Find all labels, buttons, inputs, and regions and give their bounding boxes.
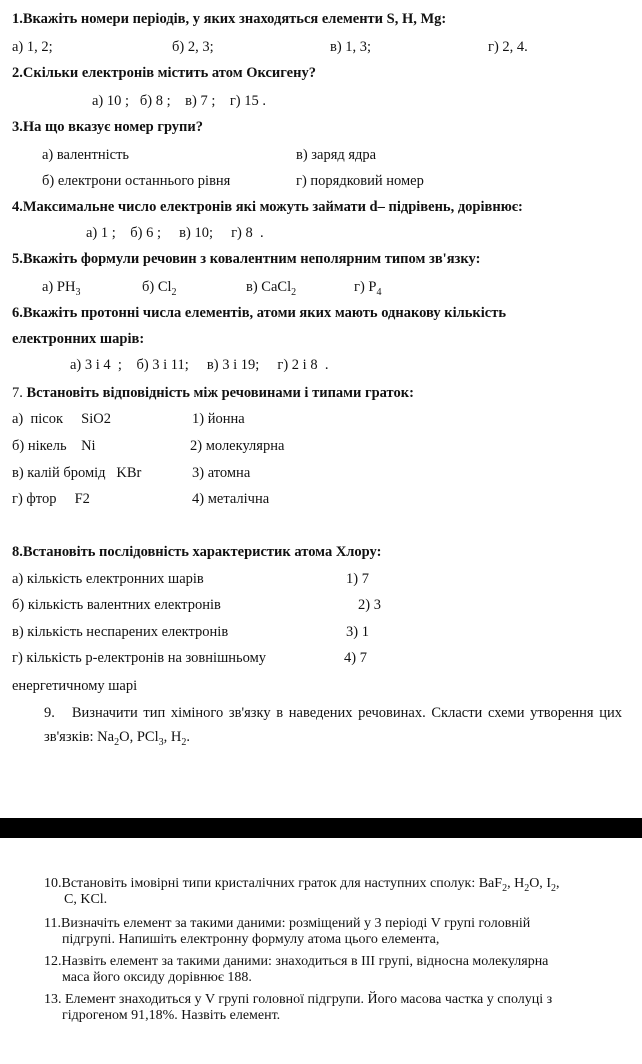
question-10: 10.Встановіть імовірні типи кристалічних граток для наступних сполук: BaF$_2$, $H_2O$, $I_2$, C, KCl. — [44, 876, 560, 907]
q3-option-d: г) порядковий номер — [296, 173, 424, 189]
q5-option-b: б) $Cl_2$ — [142, 279, 177, 298]
question-1-title: 1.Вкажіть номери періодів, у яких знаходяться елементи S, H, Mg: — [12, 11, 447, 27]
q8-item-a: а) кількість електронних шарів — [12, 571, 204, 587]
question-12: 12.Назвіть елемент за такими даними: знаходиться в ІІІ групі, відносна молекулярна маса його оксиду дорівнює 188. — [44, 954, 549, 985]
q6-options: а) 3 і 4 ; б) 3 і 11; в) 3 і 19; г) 2 і 8 . — [70, 357, 329, 373]
question-9: 9. Визначити тип хіміного зв'язку в наведених речовинах. Скласти схеми утворення цих зв'язків: $Na_2O$, PCl$_3$, $H_2$. — [44, 705, 623, 748]
q1-option-c: в) 1, 3; — [330, 39, 372, 55]
q5-option-a: а) $PH_3$ — [42, 279, 81, 298]
question-6-title: 6.Вкажіть протонні числа елементів, атоми яких мають однакову кількість — [12, 305, 507, 321]
q1-option-d: г) 2, 4. — [488, 39, 528, 55]
question-4-title: 4.Максимальне число електронів які можуть займати d– підрівень, дорівнює: — [12, 199, 523, 215]
question-11: 11.Визначіть елемент за такими даними: розміщений у 3 періоді V групі головній підгрупі. Напишіть електронну формулу атома цього елемента, — [44, 916, 531, 947]
q4-options: а) 1 ; б) 6 ; в) 10; г) 8 . — [86, 225, 264, 241]
q7-lattice-1: 1) йонна — [192, 411, 245, 427]
q8-value-1: 1) 7 — [346, 571, 369, 587]
q2-options: а) 10 ; б) 8 ; в) 7 ; г) 15 . — [92, 93, 267, 109]
q1-option-a: а) 1, 2; — [12, 39, 53, 55]
q8-value-2: 2) 3 — [358, 597, 381, 613]
q8-item-c: в) кількість неспарених електронів — [12, 624, 229, 640]
q8-item-d: г) кількість р-електронів на зовнішньому — [12, 650, 267, 666]
separator-band — [0, 818, 642, 838]
q8-value-4: 4) 7 — [344, 650, 367, 666]
q7-substance-b: б) нікель Ni — [12, 438, 96, 454]
q3-option-b: б) електрони останнього рівня — [42, 173, 231, 189]
q3-option-c: в) заряд ядра — [296, 147, 377, 163]
question-5-title: 5.Вкажіть формули речовин з ковалентним неполярним типом зв'язку: — [12, 251, 481, 267]
q5-option-c: в) CaCl$_2$ — [246, 279, 297, 298]
q8-item-d-cont: енергетичному шарі — [12, 678, 138, 694]
q7-substance-c: в) калій бромід KBr — [12, 465, 142, 481]
question-13: 13. Елемент знаходиться у V групі головної підгрупи. Його масова частка у сполуці з гідрогеном 91,18%. Назвіть елемент. — [44, 992, 553, 1023]
q8-value-3: 3) 1 — [346, 624, 369, 640]
q8-item-b: б) кількість валентних електронів — [12, 597, 221, 613]
q1-option-b: б) 2, 3; — [172, 39, 214, 55]
q7-lattice-4: 4) металічна — [192, 491, 270, 507]
q5-option-d: г) $P_4$ — [354, 279, 382, 298]
q7-substance-a: а) пісок SiO2 — [12, 411, 111, 427]
q7-lattice-2: 2) молекулярна — [190, 438, 285, 454]
question-3-title: 3.На що вказує номер групи? — [12, 119, 204, 135]
question-2-title: 2.Скільки електронів містить атом Оксигену? — [12, 65, 316, 81]
question-7-title: 7. Встановіть відповідність між речовинами і типами граток: — [12, 385, 414, 401]
q7-lattice-3: 3) атомна — [192, 465, 251, 481]
q3-option-a: а) валентність — [42, 147, 130, 163]
question-8-title: 8.Встановіть послідовність характеристик атома Хлору: — [12, 544, 382, 560]
question-6-title-cont: електронних шарів: — [12, 331, 145, 347]
q7-substance-d: г) фтор F2 — [12, 491, 90, 507]
